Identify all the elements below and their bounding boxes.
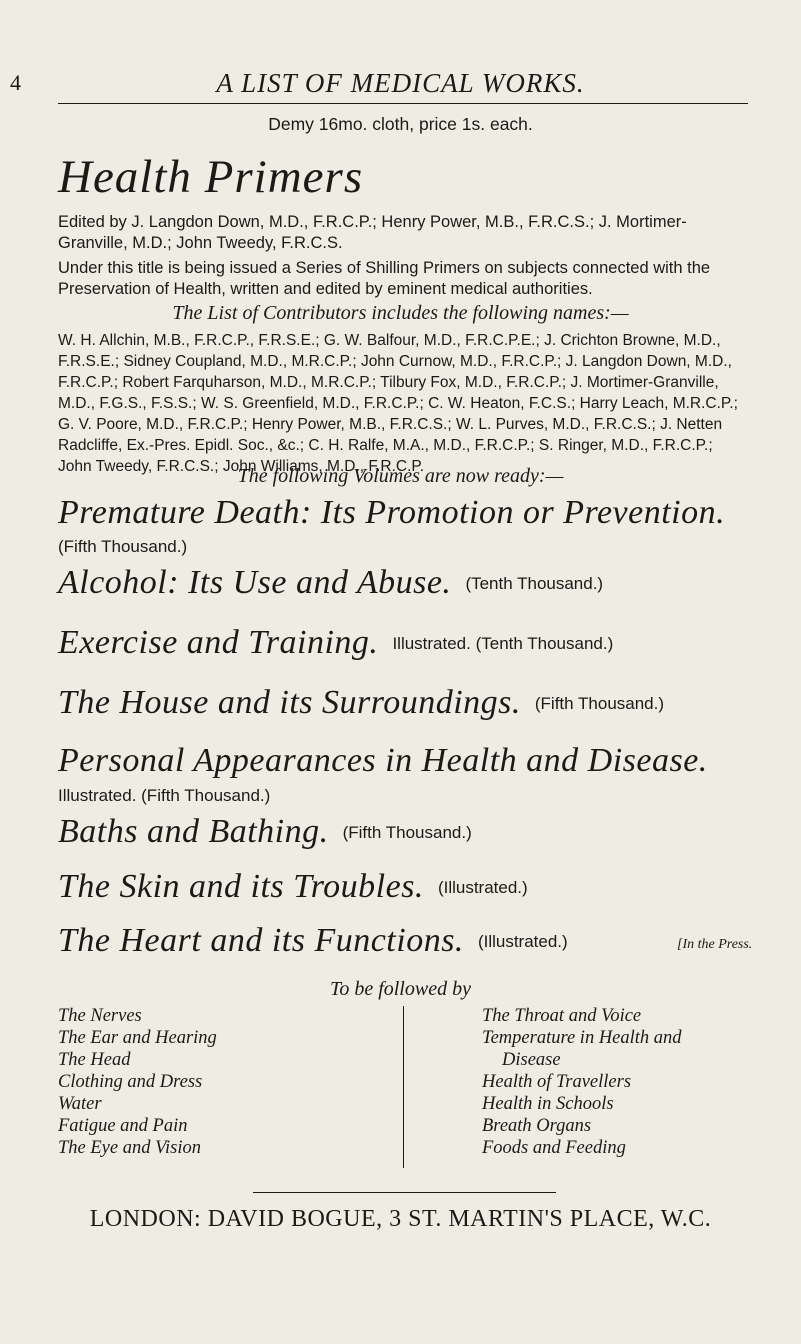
volume-name: The Heart and its Functions. [58, 922, 464, 959]
forthcoming-title: The Ear and Hearing [58, 1028, 217, 1048]
volume-note: (Tenth Thousand.) [465, 574, 604, 593]
forthcoming-title: The Throat and Voice [482, 1006, 642, 1026]
volume-title [58, 813, 472, 851]
volume-sub: (Fifth Thousand.) [58, 537, 188, 556]
publisher-imprint: LONDON: DAVID BOGUE, 3 ST. MARTIN'S PLACE, W.C. [89, 1206, 712, 1232]
volume-title [58, 624, 613, 662]
forthcoming-title: Temperature in Health and [482, 1028, 682, 1048]
forthcoming-title: Breath Organs [482, 1116, 592, 1136]
volume-name: Baths and Bathing. [58, 813, 329, 850]
forthcoming-left [58, 1005, 217, 1159]
volume-name: The House and its Surroundings. [58, 684, 521, 721]
volume-name: Exercise and Training. [58, 624, 379, 661]
volume-note: (Fifth Thousand.) [342, 823, 472, 842]
forthcoming-title: Water [58, 1094, 102, 1114]
forthcoming-title: Disease [502, 1050, 561, 1070]
contributors-list: W. H. Allchin, M.B., F.R.C.P., F.R.S.E.; G. W. Balfour, M.D., F.R.C.P.E.; J. Crichton Browne, M.D., F.R.S.E.; Sidney Coupland, M.D., M.R.C.P.; John Curnow, M.D., F.R.C.P.; J. Langdon Down, M.D., F.R.C.P.; Robert Farquharson, M.D., M.R.C.P.; Tilbury Fox, M.D., F.R.C.P.; J. Mortimer-Granville, M.D., F.G.S., F.S.S.; W. S. Greenfield, M.D., F.R.C.P.; C. W. Heaton, F.C.S.; Harry Leach, M.R.C.P.; G. V. Poore, M.D., F.R.C.P.; Henry Power, M.B., F.R.C.S.; W. L. Purves, M.D., F.R.C.S.; J. Netten Radcliffe, Ex.-Pres. Epidl. Soc., &c.; C. H. Ralfe, M.A., M.D., F.R.C.P.; S. Ringer, M.D., F.R.C.P.; John Tweedy, F.R.C.S.; John Williams, M.D., F.R.C.P. [58, 332, 738, 475]
forthcoming-title: The Head [58, 1050, 131, 1070]
volume-note: (Fifth Thousand.) [534, 694, 665, 713]
volume-title [58, 868, 528, 906]
followed-heading: To be followed by [330, 978, 471, 1000]
volume-sub: Illustrated. (Fifth Thousand.) [58, 786, 271, 805]
forthcoming-title: Foods and Feeding [482, 1138, 626, 1158]
volume-title [58, 564, 603, 602]
forthcoming-title: Health of Travellers [482, 1072, 632, 1092]
volume-note: (Illustrated.) [437, 878, 528, 897]
volume-name: Premature Death: Its Promotion or Prevention. [58, 494, 726, 531]
volume-name: Personal Appearances in Health and Disease. [58, 742, 708, 779]
forthcoming-right [482, 1005, 682, 1159]
editors-text: Edited by J. Langdon Down, M.D., F.R.C.P.; Henry Power, M.B., F.R.C.S.; J. Mortimer-Granville, M.D.; John Tweedy, F.R.C.S. [58, 213, 687, 252]
in-press-note: [In the Press. [677, 937, 753, 952]
volume-title [58, 742, 708, 780]
header-rule [58, 103, 748, 104]
forthcoming-title: Health in Schools [482, 1094, 614, 1114]
volume-name: Alcohol: Its Use and Abuse. [58, 564, 452, 601]
bottom-rule [253, 1192, 556, 1193]
forthcoming-title: The Eye and Vision [58, 1138, 202, 1158]
column-divider [403, 1006, 404, 1168]
volume-title [58, 684, 664, 722]
volume-name: The Skin and its Troubles. [58, 868, 424, 905]
forthcoming-title: Clothing and Dress [58, 1072, 203, 1092]
forthcoming-title: The Nerves [58, 1006, 142, 1026]
running-title: A LIST OF MEDICAL WORKS. [216, 68, 585, 98]
forthcoming-title: Fatigue and Pain [58, 1116, 188, 1136]
volume-title [58, 922, 568, 960]
price-line: Demy 16mo. cloth, price 1s. each. [268, 114, 533, 134]
series-description: Under this title is being issued a Series of Shilling Primers on subjects connected with the Preservation of Health, written and edited by eminent medical authorities. [58, 259, 711, 298]
contributors-heading: The List of Contributors includes the following names:— [172, 302, 629, 324]
volume-note: (Illustrated.) [477, 932, 568, 951]
ready-heading: The following Volumes are now ready:— [237, 465, 564, 487]
series-title: Health Primers [58, 151, 364, 203]
volume-title [58, 494, 725, 532]
page-number: 4 [10, 70, 21, 95]
page-header [0, 68, 801, 108]
volume-note: Illustrated. (Tenth Thousand.) [392, 634, 614, 653]
